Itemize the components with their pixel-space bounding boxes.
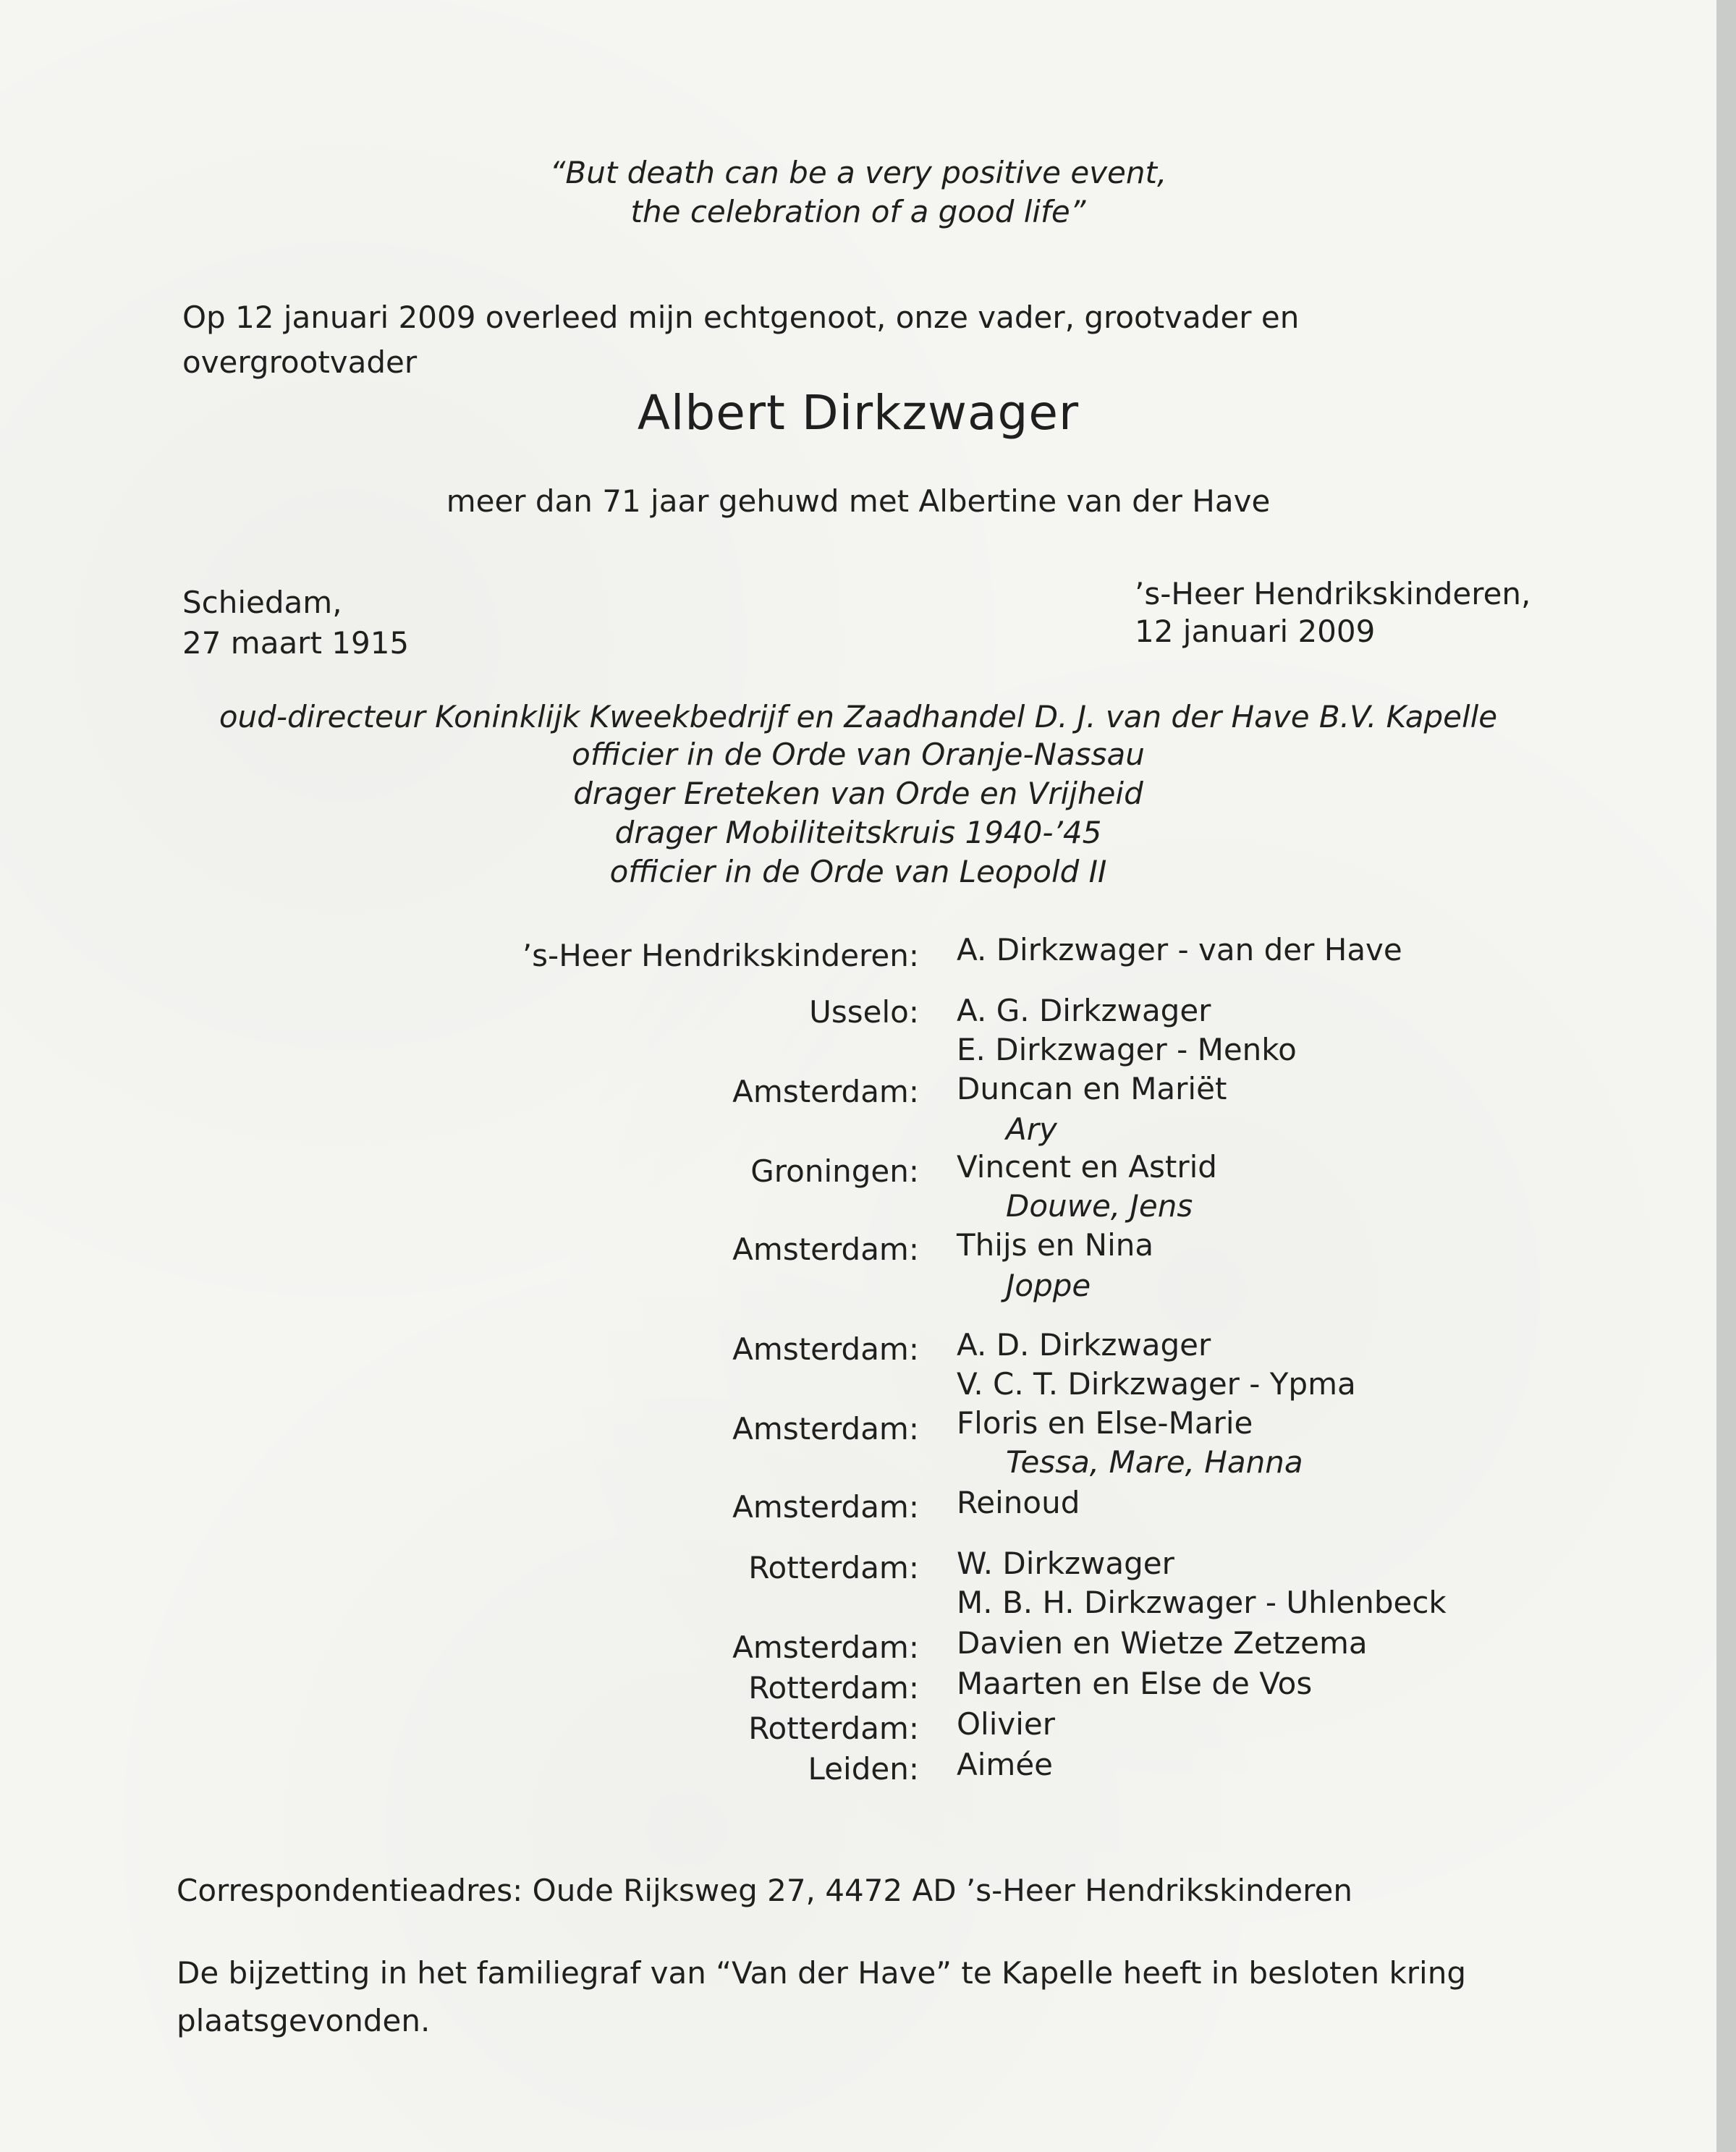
birth-place: Schiedam,	[182, 585, 342, 620]
family-place: Amsterdam:	[732, 1074, 919, 1109]
family-member: A. G. Dirkzwager	[957, 993, 1211, 1028]
family-member: Aimée	[957, 1747, 1053, 1782]
correspondence-address: Correspondentieadres: Oude Rijksweg 27, 4472 AD ’s-Heer Hendrikskinderen	[177, 1873, 1352, 1908]
marriage-line: meer dan 71 jaar gehuwd met Albertine van der Have	[446, 483, 1271, 519]
family-place: Rotterdam:	[748, 1711, 919, 1746]
family-member: Reinoud	[957, 1485, 1080, 1520]
title-line: drager Ereteken van Orde en Vrijheid	[573, 776, 1143, 811]
family-place: Groningen:	[750, 1153, 919, 1189]
quote-line-2: the celebration of a good life”	[630, 194, 1086, 229]
family-member: M. B. H. Dirkzwager - Uhlenbeck	[957, 1585, 1447, 1620]
burial-line-1: De bijzetting in het familiegraf van “Van der Have” te Kapelle heeft in besloten kring	[177, 1955, 1466, 1991]
grandchildren: Ary	[1006, 1111, 1057, 1147]
intro-line-1: Op 12 januari 2009 overleed mijn echtgenoot, onze vader, grootvader en	[182, 300, 1300, 335]
death-place: ’s-Heer Hendrikskinderen,	[1135, 576, 1531, 611]
family-place: Usselo:	[809, 994, 919, 1030]
family-place: Amsterdam:	[732, 1630, 919, 1665]
grandchildren: Douwe, Jens	[1006, 1188, 1193, 1224]
family-member: Duncan en Mariët	[957, 1071, 1227, 1106]
family-place: Rotterdam:	[748, 1670, 919, 1706]
family-place: Amsterdam:	[732, 1232, 919, 1267]
quote-line-1: “But death can be a very positive event,	[549, 155, 1167, 190]
family-place: Amsterdam:	[732, 1489, 919, 1525]
title-line: oud-directeur Koninklijk Kweekbedrijf en Zaadhandel D. J. van der Have B.V. Kapelle	[219, 699, 1498, 734]
family-member: E. Dirkzwager - Menko	[957, 1032, 1297, 1067]
intro-line-2: overgrootvader	[182, 344, 418, 380]
title-line: officier in de Orde van Oranje-Nassau	[572, 737, 1145, 772]
family-place: Rotterdam:	[748, 1550, 919, 1585]
family-member: Maarten en Else de Vos	[957, 1666, 1313, 1701]
family-place: ’s-Heer Hendrikskinderen:	[522, 938, 919, 973]
family-member: Floris en Else-Marie	[957, 1405, 1253, 1441]
family-member: A. D. Dirkzwager	[957, 1327, 1211, 1363]
grandchildren: Tessa, Mare, Hanna	[1006, 1444, 1303, 1480]
family-member: W. Dirkzwager	[957, 1546, 1174, 1581]
family-member: Davien en Wietze Zetzema	[957, 1625, 1368, 1661]
birth-date: 27 maart 1915	[182, 625, 410, 661]
page-edge	[1716, 0, 1736, 2152]
family-member: A. Dirkzwager - van der Have	[957, 932, 1402, 967]
burial-line-2: plaatsgevonden.	[177, 2003, 431, 2038]
family-place: Amsterdam:	[732, 1331, 919, 1367]
grandchildren: Joppe	[1006, 1268, 1091, 1303]
family-member: Thijs en Nina	[957, 1227, 1154, 1263]
family-place: Leiden:	[808, 1751, 919, 1787]
death-date: 12 januari 2009	[1135, 614, 1376, 649]
deceased-name: Albert Dirkzwager	[637, 385, 1080, 441]
family-member: Vincent en Astrid	[957, 1149, 1217, 1185]
title-line: officier in de Orde van Leopold II	[609, 854, 1107, 889]
family-place: Amsterdam:	[732, 1411, 919, 1446]
family-member: Olivier	[957, 1706, 1056, 1742]
title-line: drager Mobiliteitskruis 1940-’45	[614, 815, 1102, 850]
family-member: V. C. T. Dirkzwager - Ypma	[957, 1366, 1356, 1402]
